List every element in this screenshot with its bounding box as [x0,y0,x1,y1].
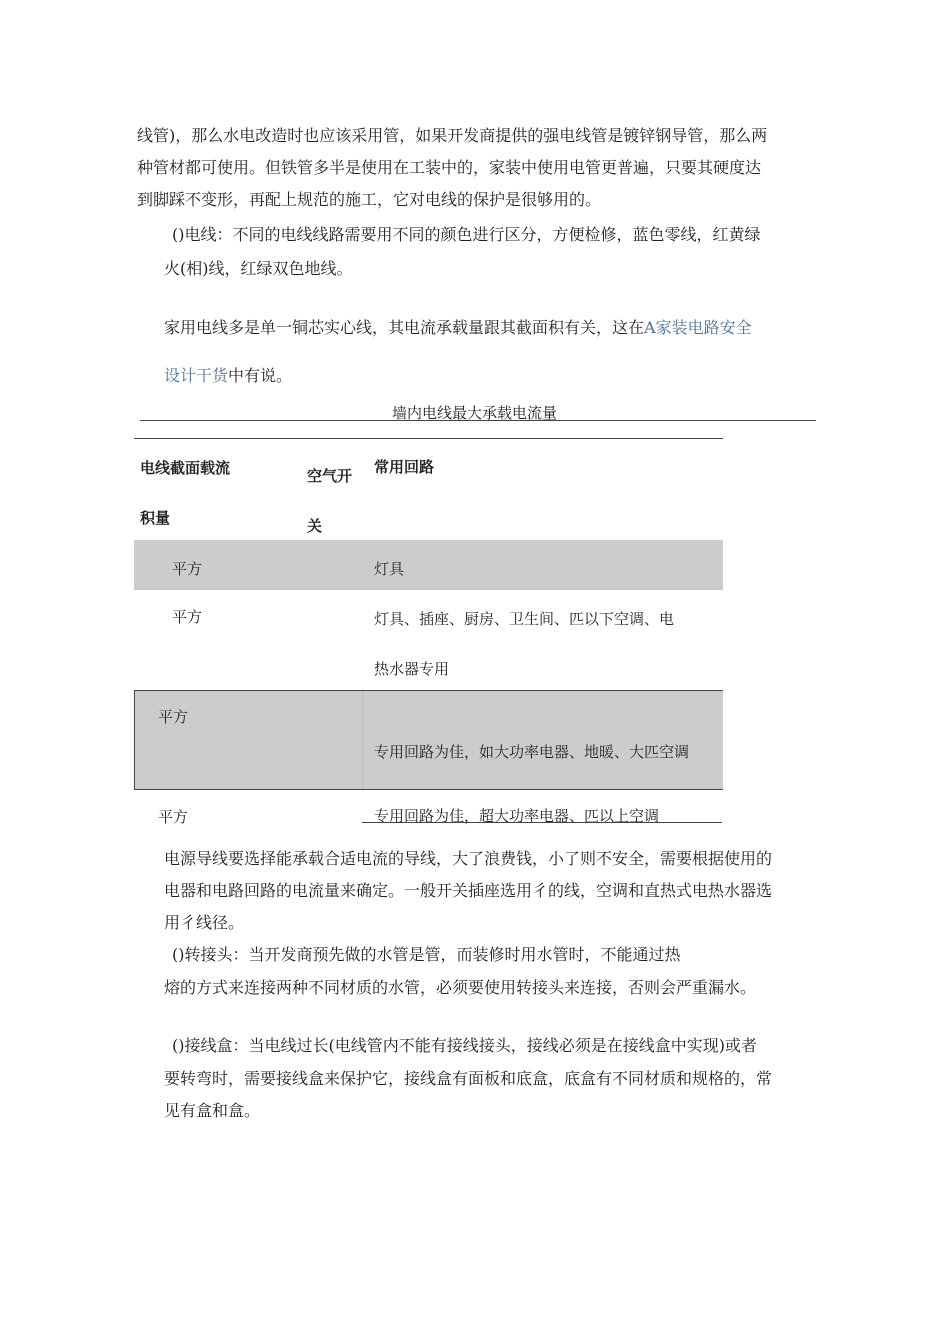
table-row-shade [134,540,723,590]
paragraph-line [164,360,292,392]
paragraph-line [164,312,752,344]
paragraph-line: 种管材都可使用。但铁管多半是使用在工装中的，家装中使用电管更普遍，只要其硬度达 [137,158,762,177]
row-usage-line2: 热水器专用 [374,660,450,678]
table-bottom-rule [362,822,722,823]
header-area-line2: 积量 [140,509,171,527]
header-usage: 常用回路 [374,458,435,476]
cell-divider [362,691,363,789]
header-area-line1: 电线截面载流 [140,459,231,477]
paragraph-line: ()接线盒：当电线过长(电线管内不能有接线接头，接线必须是在接线盒中实现)或者 [172,1036,757,1055]
table-top-rule [134,438,723,439]
header-breaker-line2: 关 [307,517,323,535]
article-link[interactable]: A家装电路安全 [644,318,752,337]
row-usage: 灯具 [374,560,405,578]
paragraph-line: 熔的方式来连接两种不同材质的水管，必须要使用转接头来连接，否则会严重漏水。 [164,978,757,997]
paragraph-line: 见有盒和盒。 [164,1101,261,1120]
paragraph-line: ()电线：不同的电线线路需要用不同的颜色进行区分，方便检修，蓝色零线，红黄绿 [172,225,761,244]
paragraph-text: 家用电线多是单一铜芯实心线，其电流承载量跟其截面积有关，这在 [164,318,645,337]
paragraph-line: 线管)，那么水电改造时也应该采用管，如果开发商提供的强电线管是镀锌钢导管，那么两 [137,126,768,145]
row-usage-line1: 灯具、插座、厨房、卫生间、匹以下空调、电 [374,610,675,628]
paragraph-line: ()转接头：当开发商预先做的水管是管，而装修时用水管时，不能通过热 [172,945,681,964]
table-row-border [134,690,723,790]
paragraph-line: 电器和电路回路的电流量来确定。一般开关插座选用彳的线，空调和直热式电热水器选 [164,881,773,900]
table-caption: 墙内电线最大承载电流量 [392,404,558,422]
paragraph-text: 中有说。 [228,366,293,385]
paragraph-line: 电源导线要选择能承载合适电流的导线，大了浪费钱，小了则不安全，需要根据使用的 [164,849,773,868]
article-link[interactable]: 设计干货 [164,366,229,385]
header-breaker-line1: 空气开 [307,467,353,485]
row-area: 平方 [172,560,203,578]
paragraph-line: 要转弯时，需要接线盒来保护它，接线盒有面板和底盒，底盒有不同材质和规格的，常 [164,1069,773,1088]
row-area: 平方 [158,708,189,726]
row-usage: 专用回路为佳，如大功率电器、地暖、大匹空调 [374,743,690,761]
paragraph-line: 用彳线径。 [164,913,245,932]
paragraph-line: 到脚踩不变形，再配上规范的施工，它对电线的保护是很够用的。 [137,190,602,209]
row-area: 平方 [158,808,189,826]
row-usage: 专用回路为佳，超大功率电器、匹以上空调 [374,807,660,825]
caption-rule [140,420,816,421]
row-area: 平方 [172,608,203,626]
paragraph-line: 火(相)线，红绿双色地线。 [164,259,353,278]
